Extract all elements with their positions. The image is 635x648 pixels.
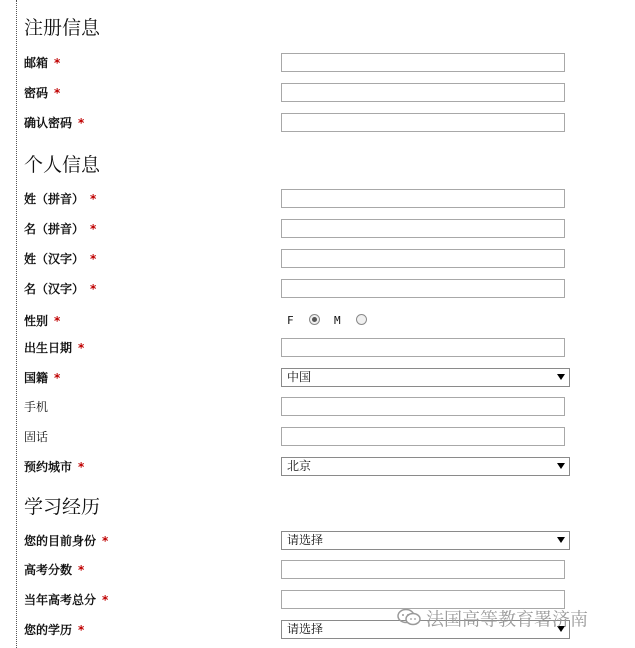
required-mark: *: [90, 192, 97, 206]
surname-pinyin-input[interactable]: [281, 189, 565, 208]
gender-group: [287, 311, 341, 331]
section-title-personal: 个人信息: [24, 154, 101, 176]
chevron-down-icon: [557, 463, 565, 469]
mobile-input[interactable]: [281, 397, 565, 416]
required-mark: *: [102, 534, 109, 548]
surname-chinese-label: 姓（汉字） *: [24, 252, 97, 266]
given-pinyin-row: [0, 219, 635, 239]
mobile-label: 手机: [24, 400, 49, 414]
landline-input[interactable]: [281, 427, 565, 446]
appointment-city-select[interactable]: [281, 457, 570, 476]
required-mark: *: [90, 222, 97, 236]
gaokao-total-label: 当年高考总分 *: [24, 593, 109, 607]
required-mark: *: [90, 282, 97, 296]
confirm-password-input[interactable]: [281, 113, 565, 132]
given-pinyin-input[interactable]: [281, 219, 565, 238]
gender-male-radio[interactable]: [356, 314, 367, 325]
email-input[interactable]: [281, 53, 565, 72]
required-mark: *: [102, 593, 109, 607]
current-status-label: 您的目前身份 *: [24, 534, 109, 548]
surname-chinese-row: [0, 249, 635, 269]
chevron-down-icon: [557, 537, 565, 543]
required-mark: *: [78, 116, 85, 130]
current-status-select[interactable]: [281, 531, 570, 550]
landline-label: 固话: [24, 430, 49, 444]
confirm-password-label: 确认密码 *: [24, 116, 85, 130]
nationality-select[interactable]: [281, 368, 570, 387]
gender-male-label: M: [334, 314, 341, 327]
appointment-city-select-value: 北京: [287, 459, 312, 473]
section-title-registration: 注册信息: [24, 17, 101, 39]
landline-row: [0, 427, 635, 447]
password-row: [0, 83, 635, 103]
gender-female-label: F: [287, 314, 294, 327]
required-mark: *: [78, 623, 85, 637]
required-mark: *: [54, 86, 61, 100]
email-row: [0, 53, 635, 73]
watermark: [396, 607, 588, 631]
gaokao-score-label: 高考分数 *: [24, 563, 85, 577]
required-mark: *: [54, 56, 61, 70]
required-mark: *: [54, 314, 61, 328]
nationality-row: [0, 368, 635, 388]
mobile-row: [0, 397, 635, 417]
birth-date-row: [0, 338, 635, 358]
required-mark: *: [54, 371, 61, 385]
given-chinese-label: 名（汉字） *: [24, 282, 97, 296]
gaokao-score-input[interactable]: [281, 560, 565, 579]
email-label: 邮箱 *: [24, 56, 61, 70]
appointment-city-row: [0, 457, 635, 477]
gender-row: [0, 311, 635, 331]
required-mark: *: [78, 341, 85, 355]
wechat-icon: [396, 607, 422, 634]
password-label: 密码 *: [24, 86, 61, 100]
gaokao-score-row: [0, 560, 635, 580]
given-pinyin-label: 名（拼音） *: [24, 222, 97, 236]
nationality-select-value: 中国: [287, 370, 312, 384]
surname-pinyin-label: 姓（拼音） *: [24, 192, 97, 206]
current-status-select-value: 请选择: [287, 533, 324, 547]
birth-date-label: 出生日期 *: [24, 341, 85, 355]
confirm-password-row: [0, 113, 635, 133]
watermark-text: 法国高等教育署济南: [426, 609, 588, 631]
surname-pinyin-row: [0, 189, 635, 209]
given-chinese-row: [0, 279, 635, 299]
degree-label: 您的学历 *: [24, 623, 85, 637]
gender-label: 性别 *: [24, 314, 61, 328]
degree-select-value: 请选择: [287, 622, 324, 636]
required-mark: *: [78, 563, 85, 577]
section-title-education: 学习经历: [24, 496, 101, 518]
current-status-row: [0, 531, 635, 551]
birth-date-input[interactable]: [281, 338, 565, 357]
chevron-down-icon: [557, 374, 565, 380]
given-chinese-input[interactable]: [281, 279, 565, 298]
required-mark: *: [78, 460, 85, 474]
nationality-label: 国籍 *: [24, 371, 61, 385]
appointment-city-label: 预约城市 *: [24, 460, 85, 474]
surname-chinese-input[interactable]: [281, 249, 565, 268]
password-input[interactable]: [281, 83, 565, 102]
required-mark: *: [90, 252, 97, 266]
gender-female-radio[interactable]: [309, 314, 320, 325]
